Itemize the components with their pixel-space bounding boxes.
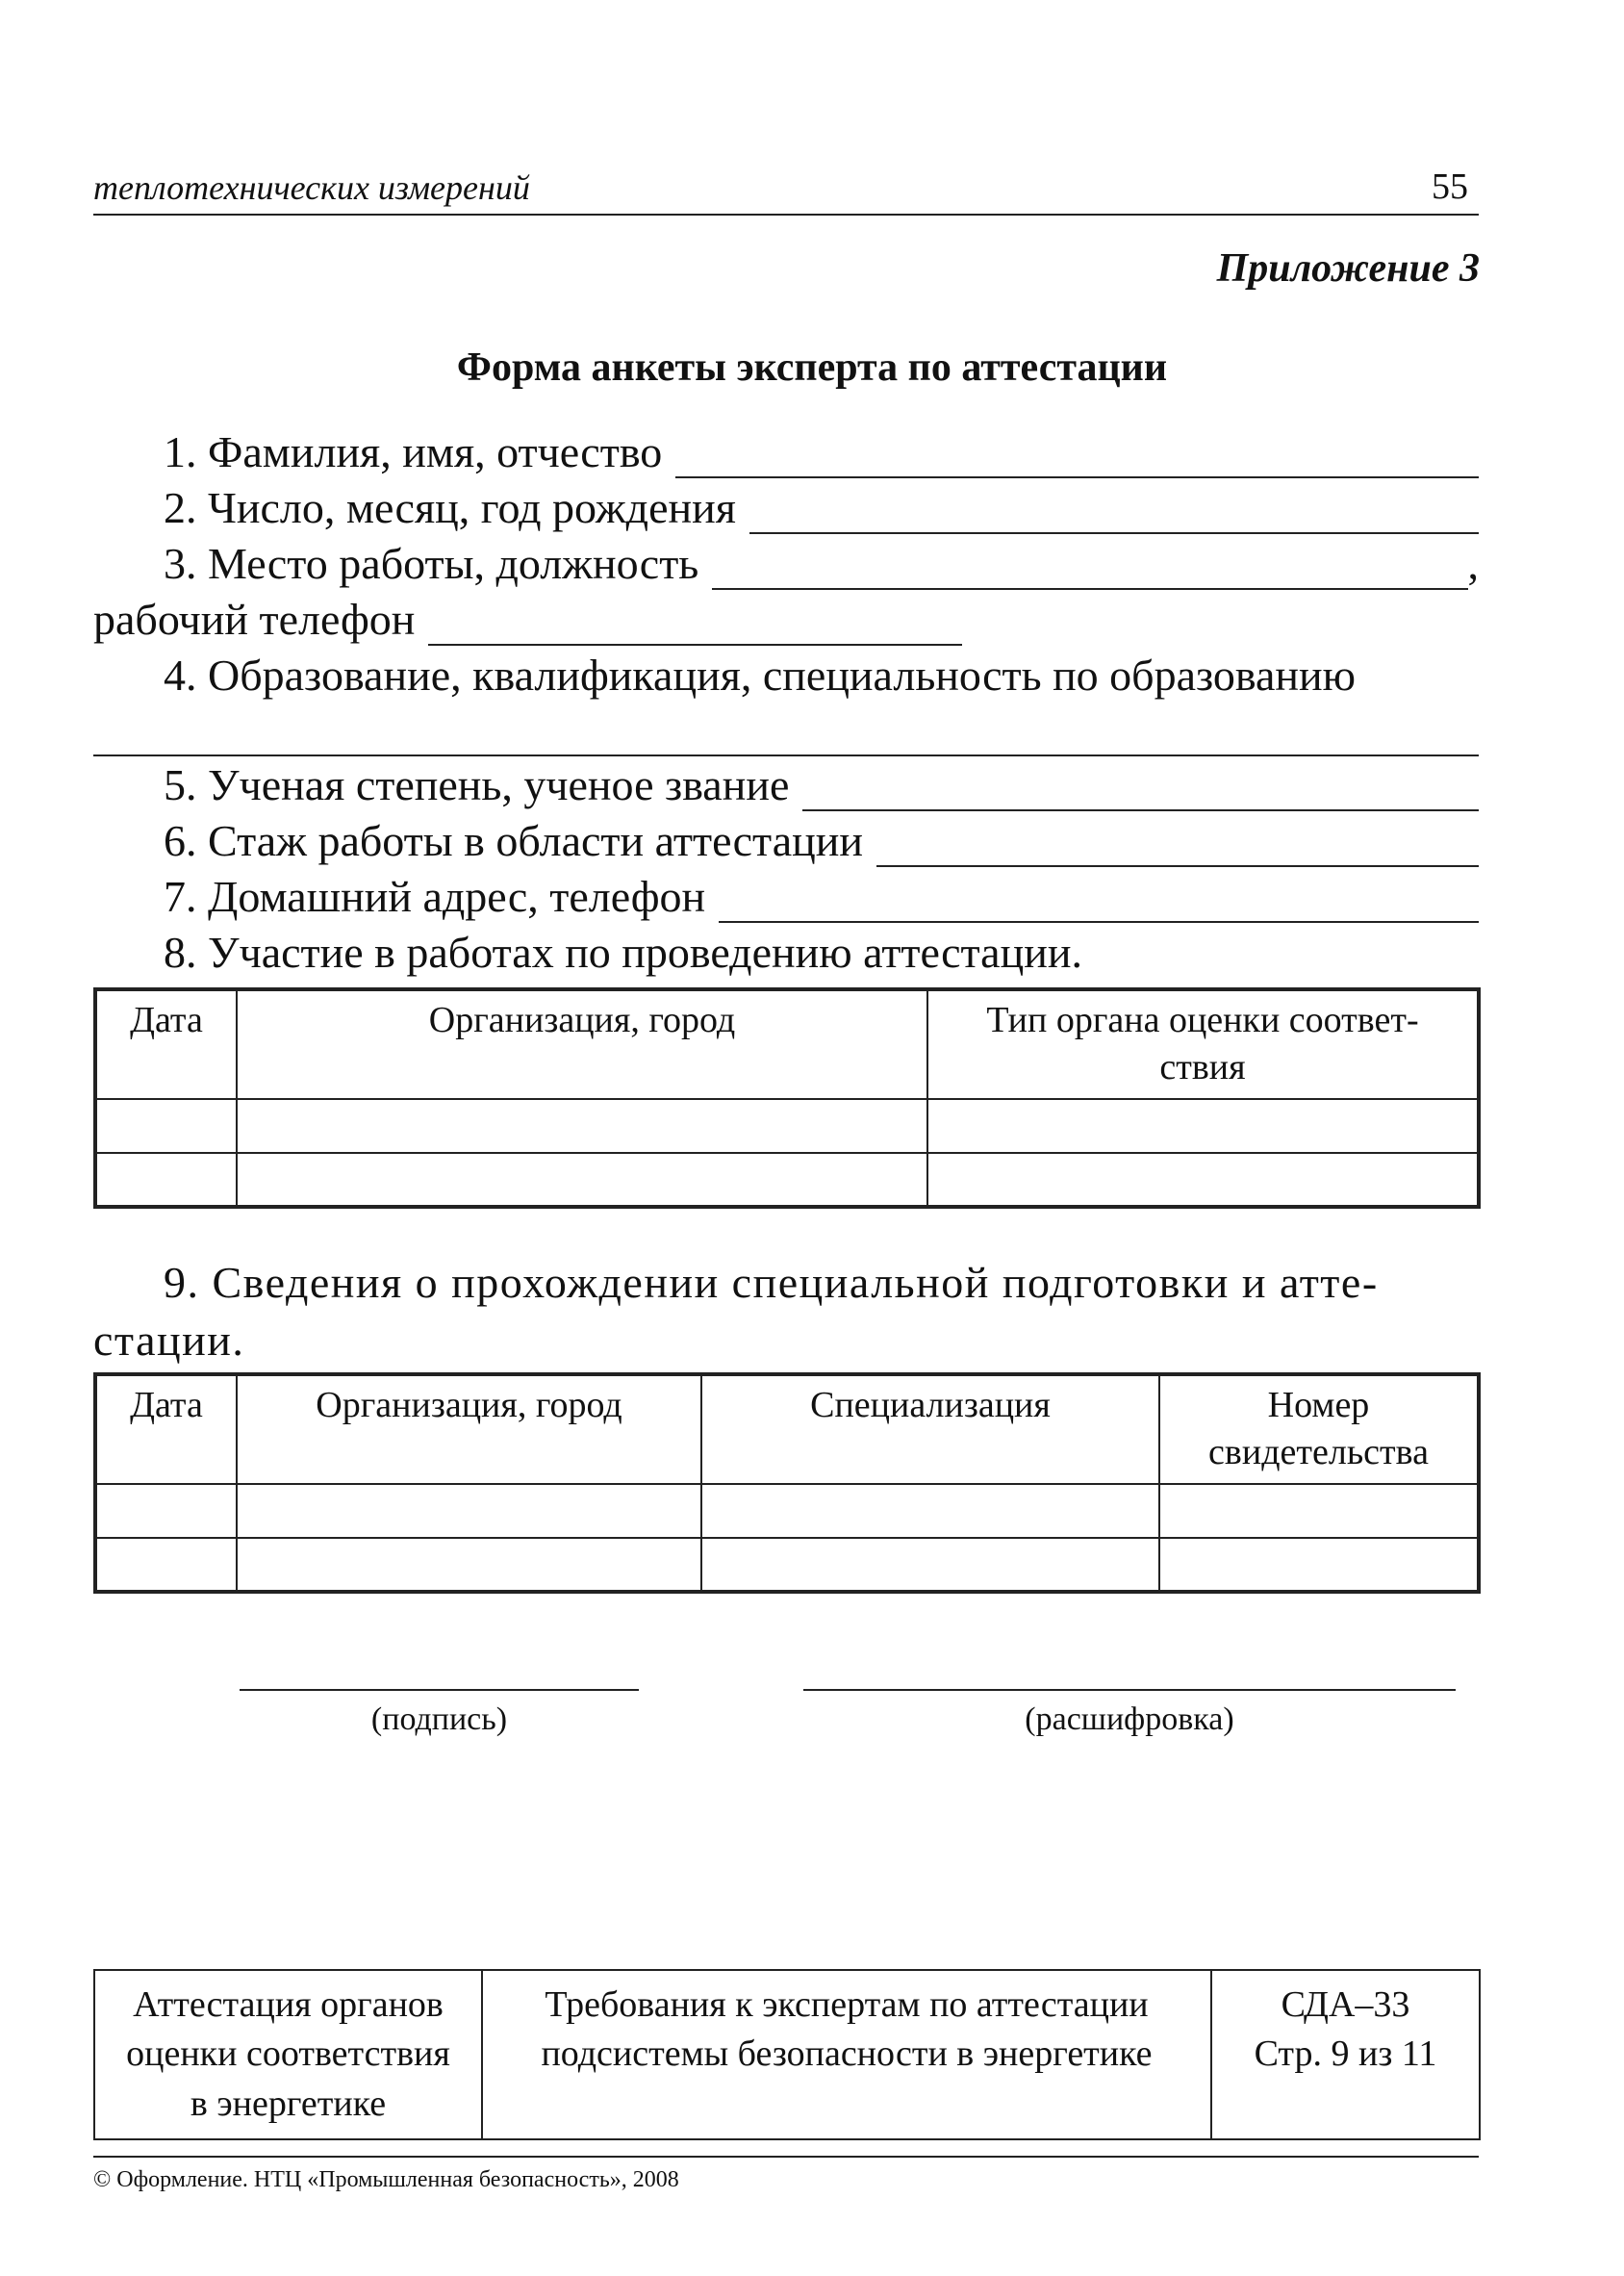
field-birth-date	[164, 483, 1479, 534]
field-label: 3. Место работы, должность	[164, 539, 699, 588]
footer-cell-title	[482, 1970, 1211, 2139]
fill-line	[719, 884, 1479, 923]
table-row	[95, 1099, 1479, 1153]
table-cell[interactable]	[1159, 1484, 1479, 1538]
table-header-cell	[927, 989, 1479, 1099]
page-number: 55	[1432, 166, 1468, 207]
table-cell[interactable]	[237, 1099, 927, 1153]
table-cell[interactable]	[95, 1484, 237, 1538]
copyright: © Оформление. НТЦ «Промышленная безопасность», 2008	[93, 2167, 679, 2192]
table-header-cell: Организация, город	[237, 1374, 701, 1484]
participation-table	[93, 987, 1481, 1209]
table-header-cell	[1159, 1374, 1479, 1484]
field-education	[164, 651, 1479, 702]
fill-line	[428, 607, 962, 646]
field-participation	[164, 928, 1479, 979]
document-footer-table	[93, 1969, 1481, 2140]
field-experience	[164, 816, 1479, 867]
name-decode-caption: (расшифровка)	[1025, 1701, 1234, 1737]
education-fill-line	[93, 754, 1479, 756]
footer-text: оценки соответствия	[126, 2033, 450, 2075]
bottom-rule	[93, 2156, 1479, 2158]
table-cell[interactable]	[701, 1538, 1159, 1592]
table-row	[95, 1484, 1479, 1538]
table-cell[interactable]	[927, 1099, 1479, 1153]
fill-line	[876, 829, 1479, 867]
table-header-cell: Специализация	[701, 1374, 1159, 1484]
footer-text: СДА–33	[1281, 1984, 1410, 2025]
fill-line	[712, 551, 1467, 590]
running-title: теплотехнических измерений	[93, 168, 530, 207]
table-cell[interactable]	[237, 1484, 701, 1538]
training-table	[93, 1372, 1481, 1594]
field-label: 7. Домашний адрес, телефон	[164, 872, 706, 921]
field-label: 8. Участие в работах по проведению аттестации.	[164, 928, 1082, 977]
table-cell[interactable]	[1159, 1538, 1479, 1592]
footer-text: подсистемы безопасности в энергетике	[541, 2033, 1153, 2075]
field-comma: ,	[1467, 539, 1479, 588]
field-workplace	[164, 539, 1479, 590]
table-header-cell: Дата	[95, 989, 237, 1099]
fill-line	[749, 496, 1479, 534]
field-full-name	[164, 427, 1479, 478]
table-header-cell: Дата	[95, 1374, 237, 1484]
footer-cell-area	[94, 1970, 482, 2139]
table-cell[interactable]	[237, 1153, 927, 1207]
table-cell[interactable]	[237, 1538, 701, 1592]
field-label: 1. Фамилия, имя, отчество	[164, 427, 663, 476]
header-line: Номер	[1267, 1385, 1370, 1425]
field-home-address	[164, 872, 1479, 923]
section9-line1: 9. Сведения о прохождении специальной подготовки и атте-	[164, 1258, 1379, 1307]
name-decode-line[interactable]	[803, 1689, 1456, 1691]
footer-text: Требования к экспертам по аттестации	[545, 1984, 1149, 2025]
field-degree	[164, 760, 1479, 811]
field-work-phone	[93, 595, 1055, 646]
field-label: 6. Стаж работы в области аттестации	[164, 816, 863, 865]
footer-cell-code	[1211, 1970, 1480, 2139]
field-label: 5. Ученая степень, ученое звание	[164, 760, 790, 809]
table-header-row	[95, 989, 1479, 1099]
table-cell[interactable]	[701, 1484, 1159, 1538]
header-line: ствия	[1159, 1047, 1246, 1088]
field-label: 4. Образование, квалификация, специальность по образованию	[164, 651, 1357, 700]
header-rule	[93, 214, 1479, 216]
table-cell[interactable]	[927, 1153, 1479, 1207]
signature-caption: (подпись)	[370, 1701, 508, 1737]
footer-text: в энергетике	[190, 2083, 387, 2124]
header-line: Тип органа оценки соответ-	[986, 1000, 1419, 1040]
footer-text: Стр. 9 из 11	[1254, 2033, 1437, 2075]
field-label: 2. Число, месяц, год рождения	[164, 483, 736, 532]
fill-line	[802, 773, 1479, 811]
form-title: Форма анкеты эксперта по аттестации	[456, 345, 1168, 390]
signature-line[interactable]	[240, 1689, 639, 1691]
table-cell[interactable]	[95, 1153, 237, 1207]
footer-text: Аттестация органов	[133, 1984, 444, 2025]
table-header-cell: Организация, город	[237, 989, 927, 1099]
table-row	[95, 1538, 1479, 1592]
section9-line2: стации.	[93, 1316, 245, 1365]
table-header-row	[95, 1374, 1479, 1484]
header-line: свидетельства	[1208, 1432, 1429, 1473]
footer-row	[94, 1970, 1480, 2139]
table-row	[95, 1153, 1479, 1207]
table-cell[interactable]	[95, 1099, 237, 1153]
table-cell[interactable]	[95, 1538, 237, 1592]
fill-line	[675, 440, 1479, 478]
appendix-label: Приложение 3	[1216, 246, 1480, 291]
field-label: рабочий телефон	[93, 595, 416, 644]
